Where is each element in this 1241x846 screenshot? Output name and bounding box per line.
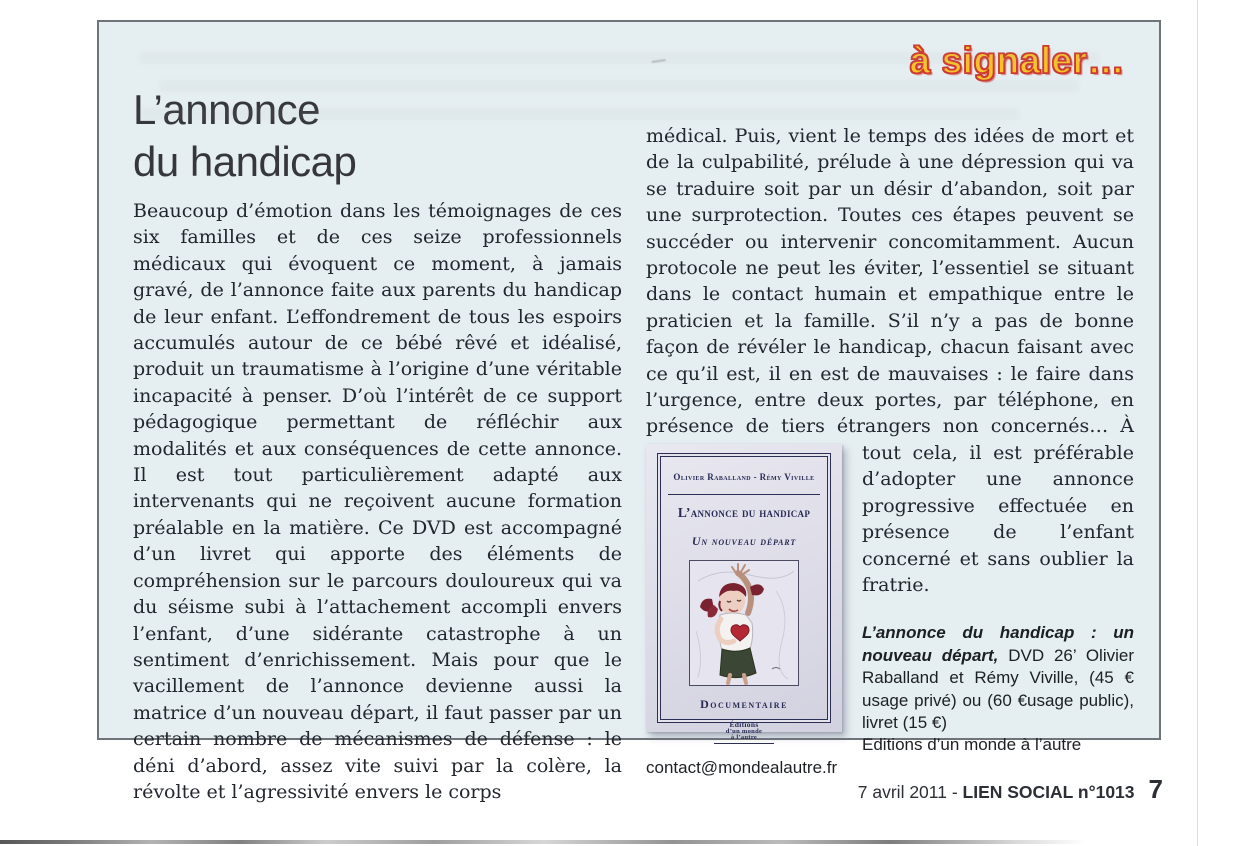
dvd-cover-card	[646, 444, 842, 741]
publisher-logo-line2: d’un monde	[725, 727, 763, 735]
caption-title: L’annonce du handicap : un nouveau départ,	[862, 623, 1134, 665]
dvd-genre: Documentaire	[700, 697, 788, 712]
right-column-text-part2: cela, il est préférable d’adopter une annonce progressive effectuée en présence de l’enfant concerné et sans oublier la fratrie.	[862, 441, 1134, 596]
footer-magazine: LIEN SOCIAL n°1013	[962, 782, 1135, 802]
footer-date: 7 avril 2011 -	[857, 782, 963, 802]
dvd-authors: Olivier Raballand - Rémy Viville	[668, 462, 820, 495]
girl-illustration	[689, 560, 799, 686]
publisher-logo	[714, 721, 774, 744]
left-column-text: Beaucoup d’émotion dans les témoignages de ces six familles et de ces seize professionnels médicaux qui évoquent ce moment, à jamais gravé, de l’annonce faite aux parents du handicap de leur enfant. L’effondrement de tous les espoirs accumulés autour de ce bébé rêvé et idéalisé, produit un traumatisme à l’origine d’une véritable incapacité à penser. D’où l’intérêt de ce support pédagogique permettant de réfléchir aux modalités et aux conséquences de cette annonce. Il est tout particulièrement adapté aux intervenants qui ne reçoivent aucune formation préalable en la matière. Ce DVD est accompagné d’un livret qui apporte des éléments de compréhension sur le parcours douloureux qui va du séisme subi à l’attachement accompli envers l’enfant, d’une sidérante catastrophe à un sentiment d’enrichissement. Mais pour que le vacillement de l’annonce devienne aussi la matrice d’un nouveau départ, il faut passer par un certain nombre de mécanismes de défense : le déni d’abord, assez vite suivi par la colère, la révolte et l’agressivité envers le corps	[133, 200, 622, 803]
caption-details: DVD 26’ Olivier Raballand et Rémy Viville, (45 € usage privé) ou (60 €usage public), livret (15 €)	[862, 645, 1134, 732]
dvd-cover-frame	[657, 453, 831, 741]
footer-page-number: 7	[1148, 774, 1163, 804]
right-column	[646, 123, 1134, 779]
scan-bleed-artifact	[139, 108, 1019, 120]
page-footer	[858, 774, 1163, 805]
article-title	[133, 84, 356, 188]
section-label: à signaler…	[909, 40, 1125, 81]
publisher-logo-line1: Éditions	[729, 719, 759, 729]
caption-contact: contact@mondealautre.fr	[646, 757, 838, 777]
caption-publisher: Editions d’un monde à l’autre	[862, 735, 1082, 755]
page-edge-shadow	[1197, 0, 1198, 846]
dvd-title: L’annonce du handicap	[677, 505, 811, 521]
article-title-line1: L’annonce	[133, 86, 321, 133]
article-title-line2: du handicap	[133, 138, 357, 185]
dvd-subtitle: Un nouveau départ	[691, 533, 797, 548]
scan-bleed-artifact	[139, 52, 1099, 64]
publisher-logo-line3: à l’autre	[730, 734, 758, 741]
scan-edge-artifact	[0, 840, 1085, 844]
dvd-cover-figure	[646, 444, 846, 740]
right-column-text-part1: médical. Puis, vient le temps des idées de mort et de la culpabilité, prélude à une dépression qui va se traduire soit par un désir d’abandon, soit par une surprotection. Toutes ces étapes peuvent se succéder ou intervenir concomitamment. Aucun protocole ne peut les éviter, l’essentiel se situant dans le contact humain et empathique entre le praticien et la famille. S’il n’y a pas de bonne façon de révéler le handicap, chacun faisant avec ce qu’il est, il en est de mauvaises : le faire dans l’urgence, entre deux portes, par téléphone, en présence de tiers étrangers non concernés… À tout	[646, 125, 1134, 464]
scan-bleed-artifact	[159, 80, 1079, 92]
